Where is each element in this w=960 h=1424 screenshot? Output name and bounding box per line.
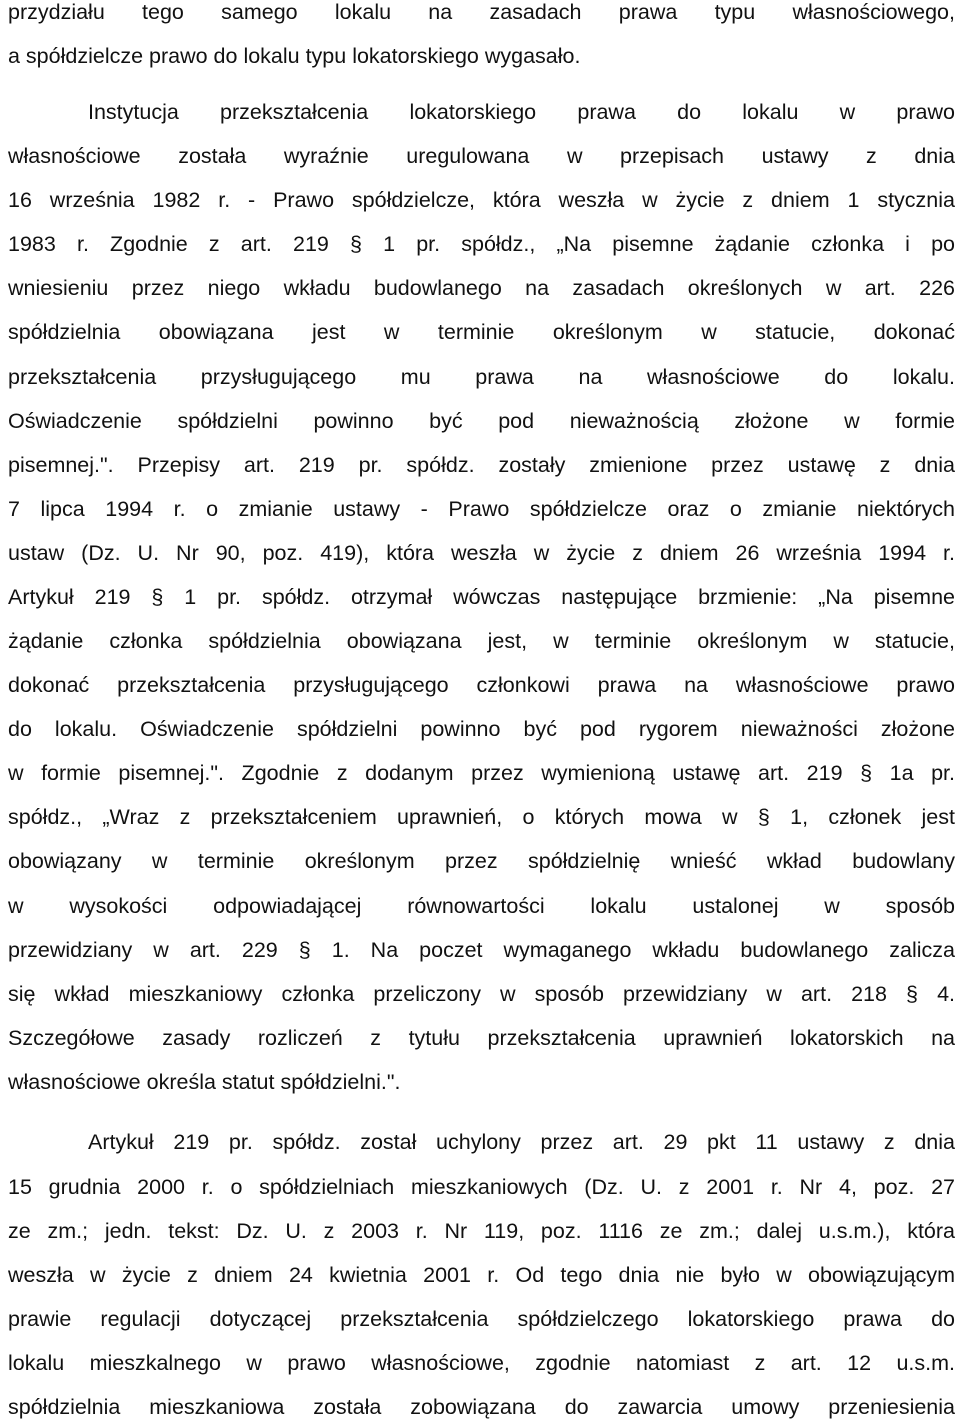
text-line: 1983 r. Zgodnie z art. 219 § 1 pr. spółdz., „Na pisemne żądanie członka i po bbox=[8, 232, 955, 256]
text-line: spółdzielnia obowiązana jest w terminie określonym w statucie, dokonać bbox=[8, 320, 955, 344]
text-line: prawie regulacji dotyczącej przekształcenia spółdzielczego lokatorskiego prawa do bbox=[8, 1307, 955, 1331]
text-line: żądanie członka spółdzielnia obowiązana jest, w terminie określonym w statucie, bbox=[8, 629, 955, 653]
text-line: weszła w życie z dniem 24 kwietnia 2001 r. Od tego dnia nie było w obowiązującym bbox=[8, 1263, 955, 1287]
text-line: Oświadczenie spółdzielni powinno być pod nieważnością złożone w formie bbox=[8, 409, 955, 433]
text-line: 15 grudnia 2000 r. o spółdzielniach mieszkaniowych (Dz. U. z 2001 r. Nr 4, poz. 27 bbox=[8, 1175, 955, 1199]
text-line: spółdz., „Wraz z przekształceniem uprawnień, o których mowa w § 1, członek jest bbox=[8, 805, 955, 829]
text-line: 7 lipca 1994 r. o zmianie ustawy - Prawo spółdzielcze oraz o zmianie niektórych bbox=[8, 497, 955, 521]
text-line: pisemnej.". Przepisy art. 219 pr. spółdz. zostały zmienione przez ustawę z dnia bbox=[8, 453, 955, 477]
text-line: przewidziany w art. 229 § 1. Na poczet wymaganego wkładu budowlanego zalicza bbox=[8, 938, 955, 962]
text-line: do lokalu. Oświadczenie spółdzielni powinno być pod rygorem nieważności złożone bbox=[8, 717, 955, 741]
text-line: obowiązany w terminie określonym przez spółdzielnię wnieść wkład budowlany bbox=[8, 849, 955, 873]
text-line: własnościowe została wyraźnie uregulowana w przepisach ustawy z dnia bbox=[8, 144, 955, 168]
text-line: Szczegółowe zasady rozliczeń z tytułu przekształcenia uprawnień lokatorskich na bbox=[8, 1026, 955, 1050]
text-line: lokalu mieszkalnego w prawo własnościowe, zgodnie natomiast z art. 12 u.s.m. bbox=[8, 1351, 955, 1375]
text-line: ustaw (Dz. U. Nr 90, poz. 419), która weszła w życie z dniem 26 września 1994 r. bbox=[8, 541, 955, 565]
text-line: w wysokości odpowiadającej równowartości lokalu ustalonej w sposób bbox=[8, 894, 955, 918]
text-line: przydziału tego samego lokalu na zasadach prawa typu własnościowego, bbox=[8, 0, 955, 24]
text-line: ze zm.; jedn. tekst: Dz. U. z 2003 r. Nr 119, poz. 1116 ze zm.; dalej u.s.m.), która bbox=[8, 1219, 955, 1243]
text-line: Artykuł 219 § 1 pr. spółdz. otrzymał wówczas następujące brzmienie: „Na pisemne bbox=[8, 585, 955, 609]
text-line: spółdzielnia mieszkaniowa została zobowiązana do zawarcia umowy przeniesienia bbox=[8, 1395, 955, 1419]
text-line: Artykuł 219 pr. spółdz. został uchylony przez art. 29 pkt 11 ustawy z dnia bbox=[88, 1130, 955, 1154]
text-line: przekształcenia przysługującego mu prawa na własnościowe do lokalu. bbox=[8, 365, 955, 389]
text-line: 16 września 1982 r. - Prawo spółdzielcze, która weszła w życie z dniem 1 stycznia bbox=[8, 188, 955, 212]
text-line: wniesieniu przez niego wkładu budowlanego na zasadach określonych w art. 226 bbox=[8, 276, 955, 300]
text-line: Instytucja przekształcenia lokatorskiego prawa do lokalu w prawo bbox=[88, 100, 955, 124]
text-line: a spółdzielcze prawo do lokalu typu lokatorskiego wygasało. bbox=[8, 44, 581, 68]
text-line: się wkład mieszkaniowy członka przeliczony w sposób przewidziany w art. 218 § 4. bbox=[8, 982, 955, 1006]
text-line: własnościowe określa statut spółdzielni.". bbox=[8, 1070, 401, 1094]
text-line: w formie pisemnej.". Zgodnie z dodanym przez wymienioną ustawę art. 219 § 1a pr. bbox=[8, 761, 955, 785]
text-line: dokonać przekształcenia przysługującego członkowi prawa na własnościowe prawo bbox=[8, 673, 955, 697]
